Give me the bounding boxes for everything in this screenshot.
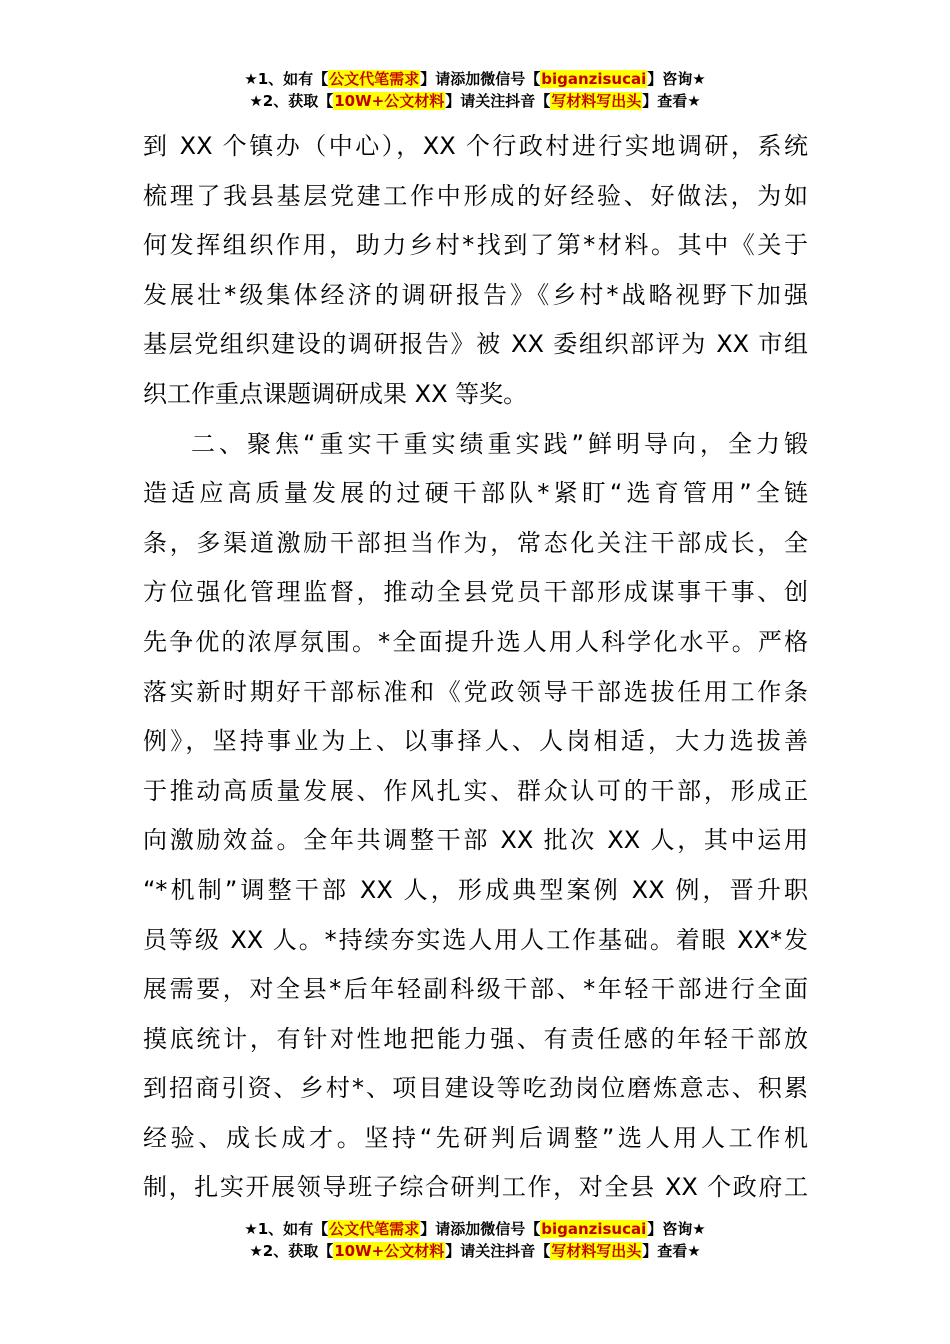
banner-text: 】咨询★ <box>647 70 706 88</box>
text-line: 向激励效益。全年共调整干部 XX 批次 XX 人，其中运用 <box>143 826 808 855</box>
text-line: 展需要，对全县*后年轻副科级干部、*年轻干部进行全面 <box>143 975 808 1004</box>
text-line: 例》，坚持事业为上、以事择人、人岗相适，大力选拔善 <box>143 727 808 756</box>
document-body <box>143 122 808 1213</box>
banner-text: 】查看★ <box>642 1242 701 1260</box>
banner-text: 】咨询★ <box>647 1220 706 1238</box>
banner-text: 】请关注抖音【 <box>445 1242 551 1260</box>
banner-text: 】查看★ <box>642 92 701 110</box>
text-line: 到招商引资、乡村*、项目建设等吃劲岗位磨炼意志、积累 <box>143 1074 808 1103</box>
text-line: 基层党组织建设的调研报告》被 XX 委组织部评为 XX 市组 <box>143 330 808 359</box>
banner-text: ★2、获取【 <box>249 1242 334 1260</box>
text-line: “*机制”调整干部 XX 人，形成典型案例 XX 例，晋升职 <box>143 875 808 904</box>
banner-highlight: 写材料写出头 <box>551 1242 642 1260</box>
text-line: 发展壮*级集体经济的调研报告》《乡村*战略视野下加强 <box>143 280 808 309</box>
banner-text: ★2、获取【 <box>249 92 334 110</box>
banner-highlight: biganzisucai <box>541 70 647 88</box>
text-line: 二、聚焦“重实干重实绩重实践”鲜明导向，全力锻 <box>191 429 808 458</box>
banner-line-1 <box>0 1218 950 1240</box>
text-line: 到 XX 个镇办（中心），XX 个行政村进行实地调研，系统 <box>143 132 808 160</box>
banner-highlight: 公文代笔需求 <box>329 1220 420 1238</box>
banner-line-2 <box>0 1240 950 1262</box>
banner-text: 】请添加微信号【 <box>420 1220 541 1238</box>
footer-banner <box>0 1218 950 1262</box>
text-line: 造适应高质量发展的过硬干部队*紧盯“选育管用”全链 <box>143 479 808 508</box>
paragraph-2 <box>143 420 808 1214</box>
text-line: 于推动高质量发展、作风扎实、群众认可的干部，形成正 <box>143 776 808 805</box>
banner-text: 】请添加微信号【 <box>420 70 541 88</box>
banner-highlight: 公文代笔需求 <box>329 70 420 88</box>
text-line: 织工作重点课题调研成果 XX 等奖。 <box>143 379 528 408</box>
header-banner <box>0 68 950 112</box>
text-line: 摸底统计，有针对性地把能力强、有责任感的年轻干部放 <box>143 1024 808 1053</box>
text-line: 条，多渠道激励干部担当作为，常态化关注干部成长，全 <box>143 528 808 557</box>
text-line: 先争优的浓厚氛围。*全面提升选人用人科学化水平。严格 <box>143 627 808 656</box>
banner-highlight: 写材料写出头 <box>551 92 642 110</box>
banner-text: 】请关注抖音【 <box>445 92 551 110</box>
banner-text: ★1、如有【 <box>244 70 329 88</box>
text-line: 落实新时期好干部标准和《党政领导干部选拔任用工作条 <box>143 677 808 706</box>
banner-line-1 <box>0 68 950 90</box>
text-line: 何发挥组织作用，助力乡村*找到了第*材料。其中《关于 <box>143 231 808 260</box>
text-line: 经验、成长成才。坚持“先研判后调整”选人用人工作机 <box>143 1123 808 1152</box>
banner-highlight: 10W+公文材料 <box>334 1242 445 1260</box>
text-line: 梳理了我县基层党建工作中形成的好经验、好做法，为如 <box>143 181 808 210</box>
paragraph-1 <box>143 122 808 420</box>
banner-highlight: 10W+公文材料 <box>334 92 445 110</box>
text-line: 方位强化管理监督，推动全县党员干部形成谋事干事、创 <box>143 578 808 607</box>
banner-text: ★1、如有【 <box>244 1220 329 1238</box>
banner-line-2 <box>0 90 950 112</box>
text-line: 员等级 XX 人。*持续夯实选人用人工作基础。着眼 XX*发 <box>143 925 808 954</box>
banner-highlight: biganzisucai <box>541 1220 647 1238</box>
text-line: 制，扎实开展领导班子综合研判工作，对全县 XX 个政府工 <box>143 1173 808 1202</box>
